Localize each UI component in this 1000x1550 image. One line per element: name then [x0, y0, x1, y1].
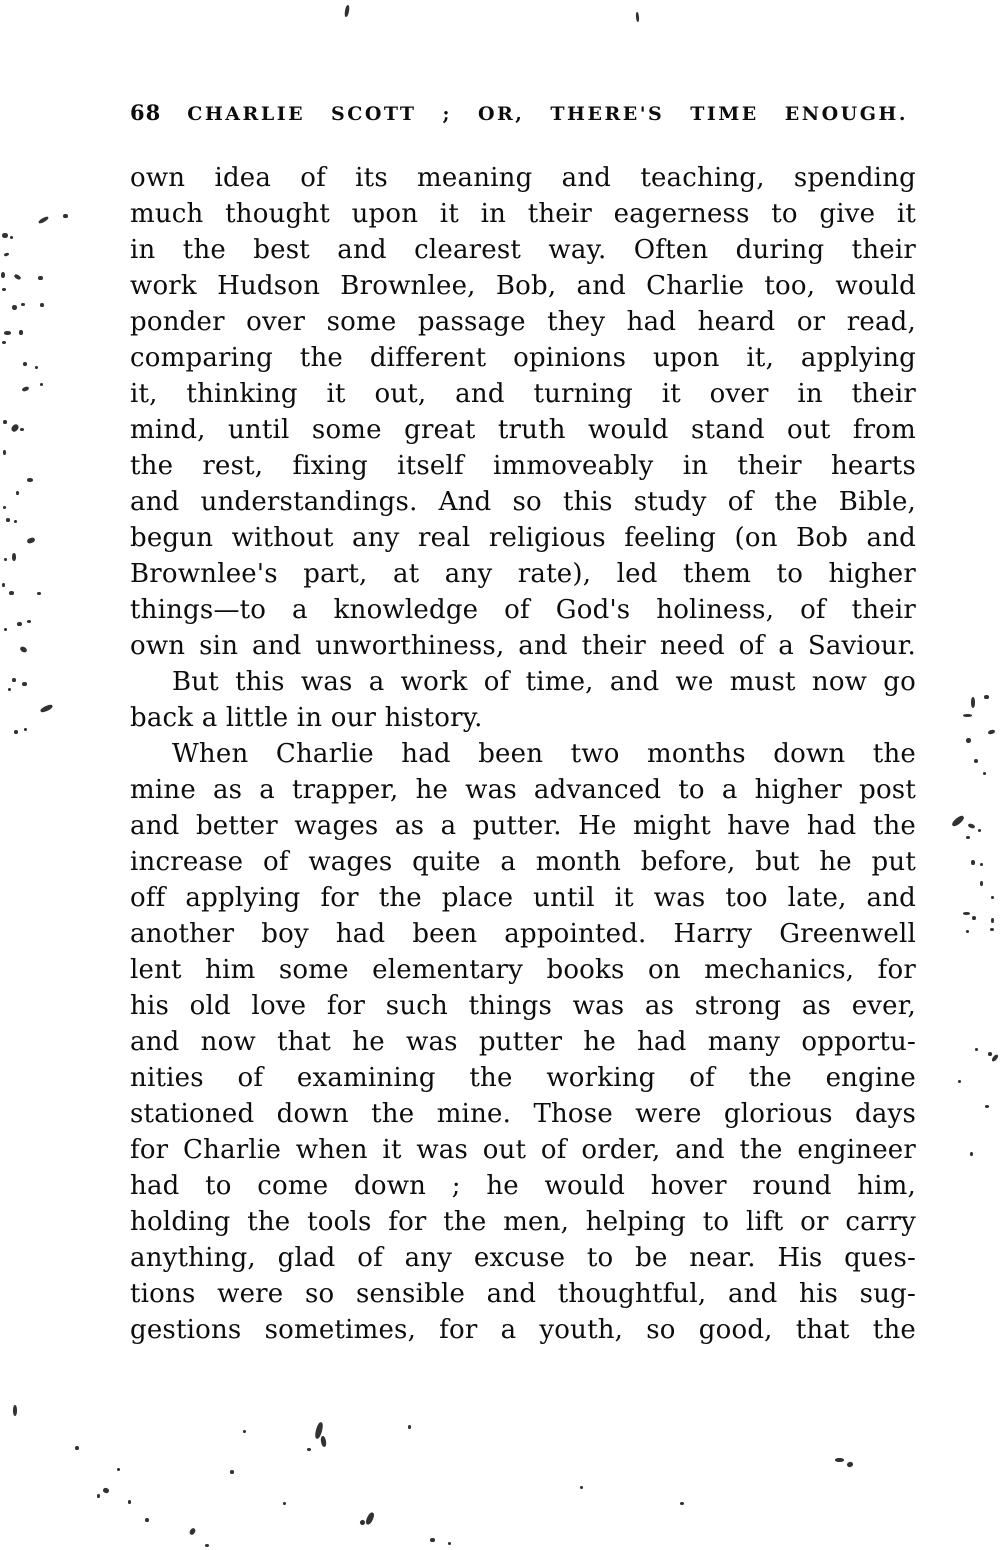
text-line: holding the tools for the men, helping to lift or carry [130, 1207, 916, 1237]
text-line: Brownlee's part, at any rate), led them to higher [130, 559, 916, 589]
text-line: own sin and unworthiness, and their need of a Saviour. [130, 631, 916, 661]
scan-speckle [19, 646, 28, 654]
scan-speckle [4, 331, 11, 335]
running-title: CHARLIE SCOTT ; OR, THERE'S TIME ENOUGH. [187, 103, 908, 125]
scan-speckle [4, 252, 10, 257]
scan-speckle [14, 730, 18, 734]
scan-speckle [35, 366, 38, 369]
scan-speckle [972, 916, 976, 920]
scan-speckle [980, 863, 983, 866]
scan-speckle [37, 592, 41, 595]
text-line: ponder over some passage they had heard or read, [130, 307, 916, 337]
scan-speckle [102, 1487, 109, 1494]
text-line: tions were so sensible and thoughtful, and his sug- [130, 1279, 916, 1309]
scan-speckle [1, 272, 5, 278]
scan-speckle [14, 520, 17, 523]
scan-speckle [835, 1458, 844, 1462]
scan-speckle [975, 1048, 978, 1051]
scan-speckle [3, 506, 6, 509]
text-line: mine as a trapper, he was advanced to a higher post [130, 775, 916, 805]
scan-speckle [13, 274, 21, 281]
scan-speckle [2, 583, 5, 587]
scan-speckle [26, 537, 35, 544]
scan-speckle [991, 918, 994, 923]
scan-speckle [846, 1461, 853, 1468]
text-line: gestions sometimes, for a youth, so good, that the [130, 1315, 916, 1345]
scan-speckle [984, 695, 989, 699]
scan-speckle [40, 303, 44, 307]
scan-speckle [22, 682, 27, 686]
text-line: increase of wages quite a month before, but he put [130, 847, 916, 877]
scan-speckle [408, 1425, 411, 1429]
scan-speckle [205, 1544, 209, 1547]
scan-speckle [970, 1152, 973, 1156]
text-line: had to come down ; he would hover round him, [130, 1171, 916, 1201]
scan-speckle [12, 305, 17, 310]
scan-speckle [21, 303, 25, 306]
scan-speckle [966, 738, 971, 743]
scan-speckle [344, 5, 350, 18]
page-header [130, 100, 908, 125]
scan-speckle [24, 728, 27, 731]
scan-speckle [988, 1052, 992, 1056]
scan-speckle [963, 714, 972, 717]
scan-speckle [9, 591, 14, 595]
text-line: mind, until some great truth would stand out from [130, 415, 916, 445]
scan-speckle [97, 1494, 100, 1498]
scan-speckle [243, 1430, 246, 1433]
scan-speckle [966, 930, 969, 933]
scan-speckle [23, 362, 27, 366]
scan-speckle [966, 836, 970, 839]
text-line: begun without any real religious feeling (on Bob and [130, 523, 916, 553]
text-line: for Charlie when it was out of order, and the engineer [130, 1135, 916, 1165]
text-line: and better wages as a putter. He might have had the [130, 811, 916, 841]
scan-speckle [988, 729, 996, 735]
scan-speckle [8, 688, 11, 691]
scan-speckle [19, 330, 23, 335]
scan-speckle [985, 1105, 989, 1108]
scan-speckle [13, 1405, 17, 1416]
text-line: in the best and clearest way. Often during their [130, 235, 916, 265]
scan-speckle [6, 518, 10, 522]
scan-speckle [16, 491, 19, 495]
text-line: comparing the different opinions upon it, applying [130, 343, 916, 373]
scan-speckle [145, 1518, 149, 1522]
scan-speckle [448, 1542, 451, 1545]
scan-speckle [958, 1080, 961, 1083]
scan-speckle [991, 1054, 999, 1063]
scan-speckle [230, 1470, 234, 1474]
scan-speckle [12, 678, 16, 682]
scan-speckle [974, 759, 978, 763]
scan-speckle [63, 214, 68, 218]
scan-speckle [10, 236, 13, 239]
text-line: stationed down the mine. Those were glorious days [130, 1099, 916, 1129]
scan-speckle [40, 383, 43, 386]
text-line: work Hudson Brownlee, Bob, and Charlie too, would [130, 271, 916, 301]
scan-speckle [2, 341, 6, 344]
scan-speckle [283, 1502, 286, 1505]
scan-speckle [3, 450, 6, 455]
text-line: his old love for such things was as strong as ever, [130, 991, 916, 1021]
scan-speckle [40, 703, 54, 713]
scan-speckle [117, 1468, 120, 1471]
text-line: off applying for the place until it was too late, and [130, 883, 916, 913]
scan-speckle [20, 428, 24, 431]
scan-speckle [75, 1446, 79, 1450]
scan-speckle [968, 823, 976, 829]
scan-speckle [580, 1486, 583, 1489]
text-line: anything, glad of any excuse to be near. His ques- [130, 1243, 916, 1273]
scan-speckle [430, 1538, 435, 1542]
scan-speckle [17, 622, 22, 626]
scan-speckle [991, 896, 994, 899]
scan-speckle [4, 628, 7, 631]
scan-speckle [983, 772, 986, 775]
scan-speckle [27, 478, 33, 482]
scan-speckle [636, 12, 640, 22]
text-line: back a little in our history. [130, 703, 483, 733]
page-number: 68 [130, 100, 162, 125]
scan-speckle [2, 288, 6, 291]
scan-speckle [320, 1436, 327, 1448]
scan-speckle [971, 697, 975, 708]
text-line: and now that he was putter he had many opportu- [130, 1027, 916, 1057]
page-body [130, 160, 916, 1348]
text-line: the rest, fixing itself immoveably in their hearts [130, 451, 916, 481]
scan-speckle [680, 1502, 684, 1505]
scan-speckle [38, 216, 50, 225]
scan-speckle [3, 420, 7, 424]
scan-speckle [189, 1527, 197, 1536]
scan-speckle [990, 928, 994, 931]
scan-speckle [4, 558, 7, 561]
text-line: much thought upon it in their eagerness to give it [130, 199, 916, 229]
scan-speckle [978, 829, 981, 832]
scan-speckle [27, 620, 31, 623]
text-line: nities of examining the working of the engine [130, 1063, 916, 1093]
scan-speckle [980, 881, 983, 886]
text-line: and understandings. And so this study of the Bible, [130, 487, 916, 517]
text-line: own idea of its meaning and teaching, spending [130, 163, 916, 193]
text-line: When Charlie had been two months down the [172, 739, 916, 769]
text-line: But this was a work of time, and we must now go [172, 667, 916, 697]
text-line: lent him some elementary books on mechanics, for [130, 955, 916, 985]
scan-speckle [951, 814, 966, 828]
text-line: it, thinking it out, and turning it over in their [130, 379, 916, 409]
text-line: things—to a knowledge of God's holiness, of their [130, 595, 916, 625]
scan-speckle [10, 423, 20, 433]
scan-speckle [971, 860, 975, 865]
scan-speckle [12, 553, 16, 561]
text-line: another boy had been appointed. Harry Greenwell [130, 919, 916, 949]
scan-speckle [963, 912, 970, 915]
scan-speckle [2, 233, 8, 238]
scan-speckle [38, 276, 43, 280]
scan-speckle [307, 1448, 311, 1451]
scan-speckle [365, 1511, 376, 1525]
scan-speckle [22, 386, 30, 392]
scan-speckle [128, 1500, 131, 1504]
